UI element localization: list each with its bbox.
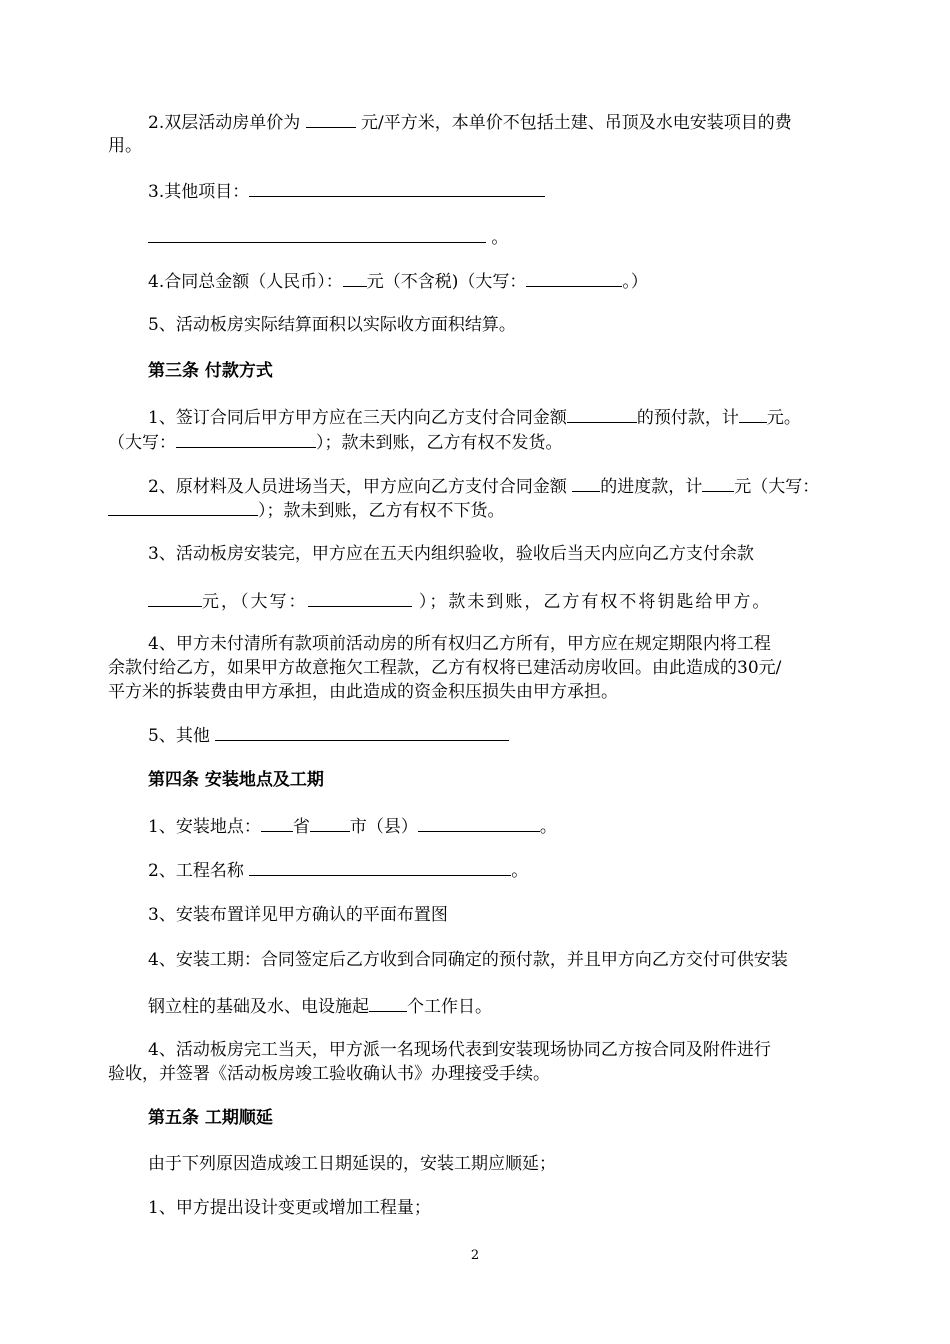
payment-clause-3-cont: 元，（大写： ）；款未到账，乙方有权不将钥匙给甲方。 <box>148 588 888 615</box>
blank-field <box>702 473 734 492</box>
blank-field <box>215 722 509 741</box>
blank-field <box>249 178 545 197</box>
blank-field <box>369 993 407 1012</box>
blank-field <box>572 473 600 492</box>
install-location-line: 1、安装地点： 省 市（县） 。 <box>148 813 888 840</box>
page-number: 2 <box>470 1248 480 1263</box>
blank-field <box>526 268 622 287</box>
payment-clause-1-cont: （大写： ）；款未到账，乙方有权不发货。 <box>108 429 848 456</box>
payment-clause-2-cont: ）；款未到账，乙方有权不下货。 <box>108 497 848 524</box>
delay-reasons-intro: 由于下列原因造成竣工日期延误的，安装工期应顺延； <box>148 1154 556 1174</box>
payment-clause-2: 2、原材料及人员进场当天，甲方应向乙方支付合同金额 的进度款，计 元（大写： <box>148 473 888 500</box>
payment-clause-3: 3、活动板房安装完，甲方应在五天内组织验收，验收后当天内应向乙方支付余款 <box>148 544 754 564</box>
article-4-heading: 第四条 安装地点及工期 <box>148 770 324 790</box>
blank-field <box>308 588 412 607</box>
article-5-heading: 第五条 工期顺延 <box>148 1108 273 1128</box>
payment-clause-5: 5、其他 <box>148 722 888 749</box>
other-items-cont: 。 <box>148 224 888 251</box>
blank-field <box>108 497 258 516</box>
unit-price-line: 2.双层活动房单价为 元/平方米，本单价不包括土建、吊顶及水电安装项目的费 <box>148 109 888 136</box>
other-items-line: 3.其他项目： <box>148 178 888 205</box>
blank-field <box>739 404 767 423</box>
payment-clause-4-cont2: 平方米的拆装费由甲方承担，由此造成的资金积压损失由甲方承担。 <box>108 682 618 702</box>
payment-clause-4: 4、甲方未付清所有款项前活动房的所有权归乙方所有，甲方应在规定期限内将工程 <box>148 634 771 654</box>
blank-field <box>418 813 540 832</box>
payment-clause-4-cont1: 余款付给乙方，如果甲方故意拖欠工程款，乙方有权将已建活动房收回。由此造成的30元/ <box>108 658 782 678</box>
install-period-line: 4、安装工期：合同签定后乙方收到合同确定的预付款，并且甲方向乙方交付可供安装 <box>148 950 788 970</box>
layout-plan-line: 3、安装布置详见甲方确认的平面布置图 <box>148 905 448 925</box>
blank-field <box>176 429 316 448</box>
blank-field <box>310 813 350 832</box>
unit-price-cont: 用。 <box>108 136 142 156</box>
completion-acceptance-line: 4、活动板房完工当天，甲方派一名现场代表到安装现场协同乙方按合同及附件进行 <box>148 1040 771 1060</box>
project-name-line: 2、工程名称 。 <box>148 857 888 884</box>
blank-field <box>343 268 367 287</box>
payment-clause-1: 1、签订合同后甲方甲方应在三天内向乙方支付合同金额 的预付款，计 元。 <box>148 404 888 431</box>
completion-acceptance-cont: 验收，并签署《活动板房竣工验收确认书》办理接受手续。 <box>108 1064 550 1084</box>
blank-field <box>261 813 293 832</box>
blank-field <box>148 224 486 243</box>
blank-field <box>249 857 511 876</box>
settlement-area-line: 5、活动板房实际结算面积以实际收方面积结算。 <box>148 315 516 335</box>
delay-reason-1: 1、甲方提出设计变更或增加工程量； <box>148 1198 431 1218</box>
blank-field <box>306 109 356 128</box>
contract-total-line: 4.合同总金额（人民币）： 元（不含税)（大写： 。） <box>148 268 888 295</box>
blank-field <box>567 404 637 423</box>
article-3-heading: 第三条 付款方式 <box>148 361 273 381</box>
install-period-cont: 钢立柱的基础及水、电设施起 个工作日。 <box>148 993 888 1020</box>
blank-field <box>148 588 202 607</box>
